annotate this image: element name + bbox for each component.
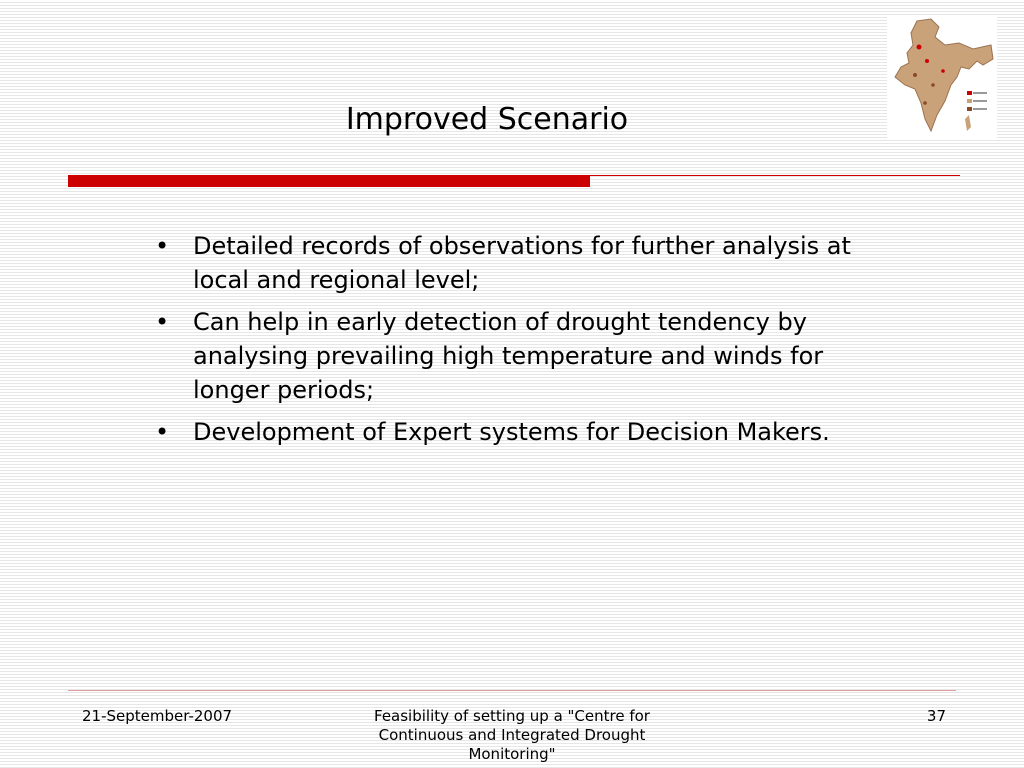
title-underline-thin bbox=[590, 175, 960, 176]
bullet-item bbox=[155, 415, 875, 449]
title-underline-thick bbox=[68, 175, 590, 187]
india-map-icon bbox=[887, 15, 997, 138]
bullet-text: Can help in early detection of drought tendency by analysing prevailing high temperature and winds for longer periods; bbox=[193, 308, 824, 404]
bullet-icon: • bbox=[155, 308, 170, 336]
slide-title: Improved Scenario bbox=[345, 102, 629, 137]
bullet-item bbox=[155, 305, 875, 407]
india-map-thumbnail bbox=[887, 15, 997, 138]
bullet-text: Detailed records of observations for further analysis at local and regional level; bbox=[193, 232, 851, 294]
footer-caption: Feasibility of setting up a "Centre for Continuous and Integrated Drought Monitoring" bbox=[374, 707, 650, 763]
footer-divider bbox=[68, 690, 956, 691]
page-number: 37 bbox=[926, 707, 946, 725]
bullet-icon: • bbox=[155, 418, 170, 446]
bullet-item bbox=[155, 229, 875, 297]
bullet-icon: • bbox=[155, 232, 170, 260]
bullet-list bbox=[155, 229, 875, 457]
footer-date: 21-September-2007 bbox=[82, 707, 233, 725]
bullet-text: Development of Expert systems for Decision Makers. bbox=[193, 418, 830, 446]
